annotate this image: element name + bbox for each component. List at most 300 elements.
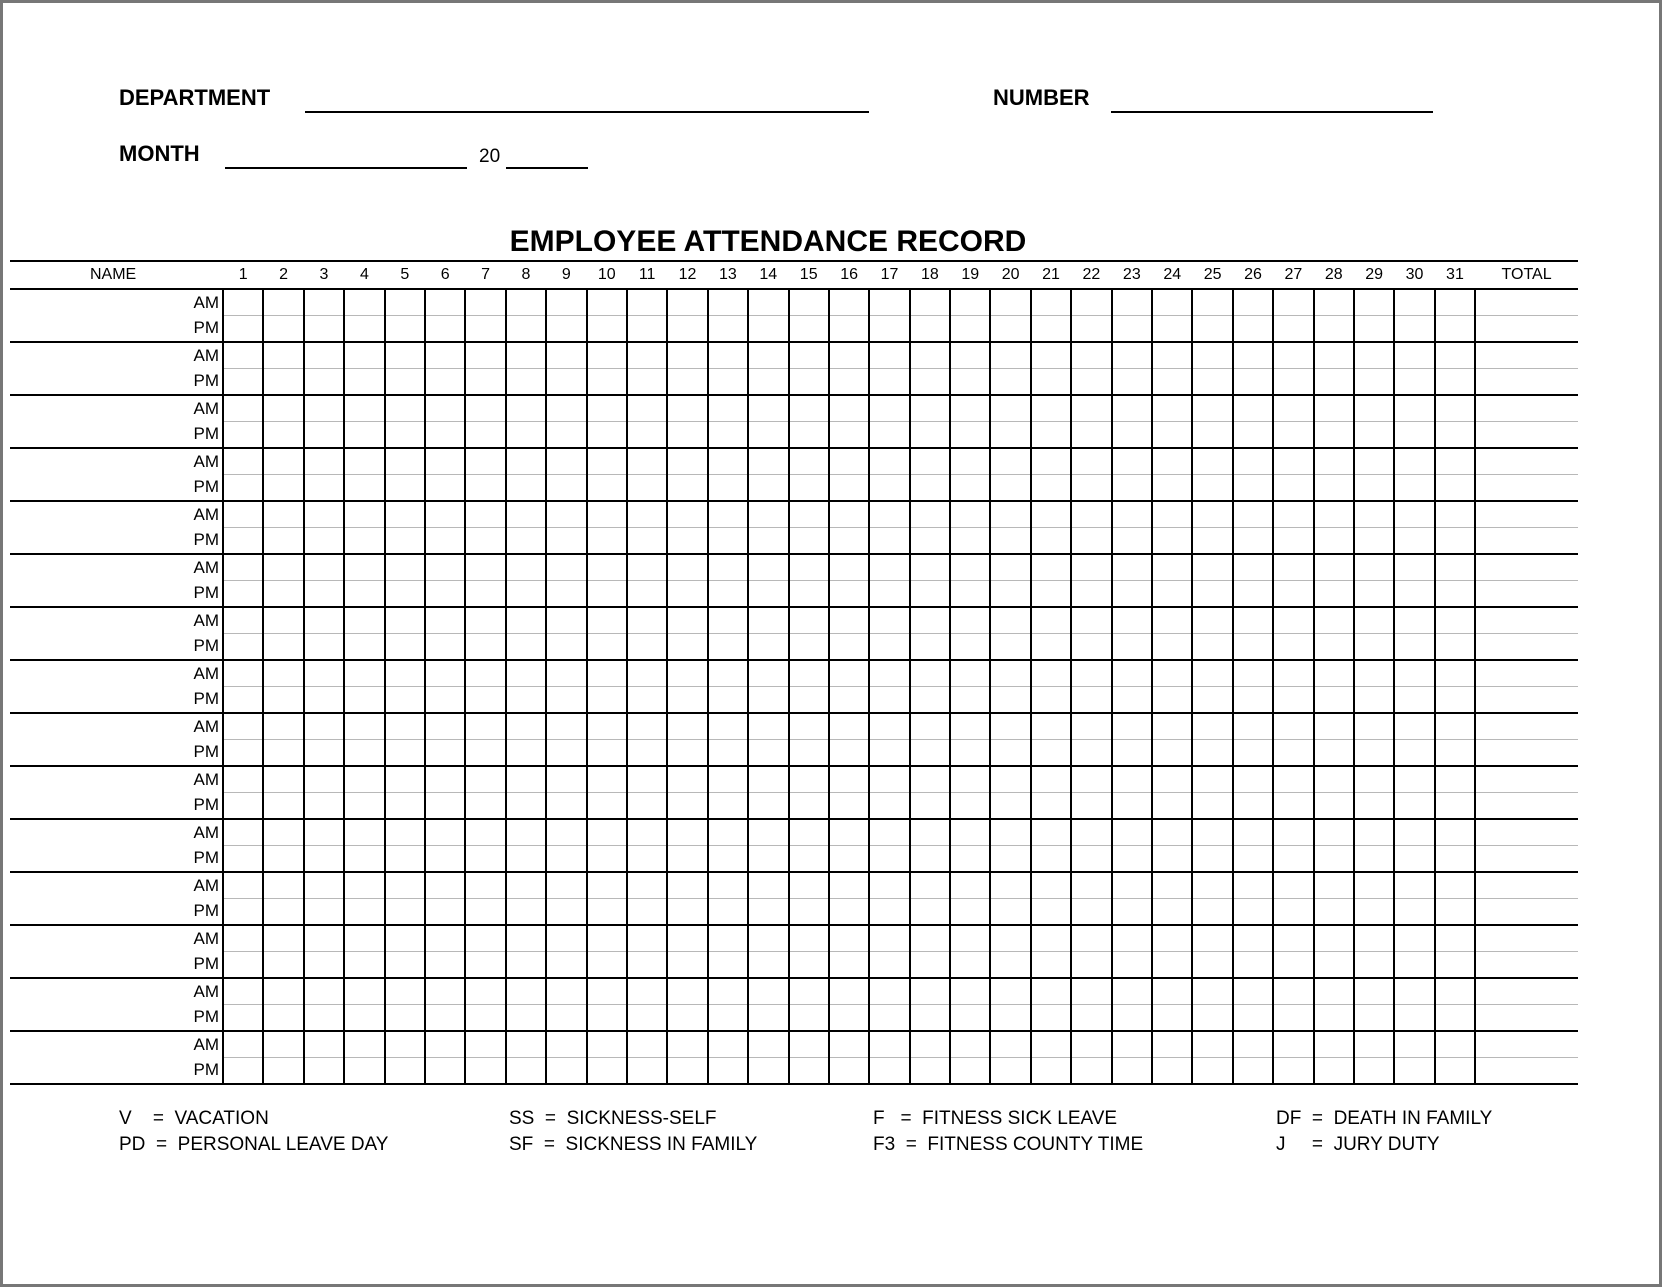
day-cell[interactable]: [1354, 1058, 1394, 1085]
day-cell[interactable]: [223, 316, 263, 343]
day-cell[interactable]: [263, 448, 303, 475]
day-cell[interactable]: [829, 448, 869, 475]
day-cell[interactable]: [708, 687, 748, 714]
day-cell[interactable]: [950, 528, 990, 555]
day-cell[interactable]: [990, 422, 1030, 449]
day-cell[interactable]: [385, 316, 425, 343]
day-cell[interactable]: [829, 1058, 869, 1085]
day-cell[interactable]: [1233, 1031, 1273, 1058]
day-cell[interactable]: [789, 528, 829, 555]
day-cell[interactable]: [990, 1005, 1030, 1032]
day-cell[interactable]: [1233, 846, 1273, 873]
day-cell[interactable]: [1192, 740, 1232, 767]
day-cell[interactable]: [1354, 925, 1394, 952]
day-cell[interactable]: [1192, 395, 1232, 422]
day-cell[interactable]: [1435, 448, 1475, 475]
day-cell[interactable]: [587, 581, 627, 608]
day-cell[interactable]: [546, 316, 586, 343]
day-cell[interactable]: [950, 740, 990, 767]
day-cell[interactable]: [1354, 793, 1394, 820]
day-cell[interactable]: [1071, 978, 1111, 1005]
day-cell[interactable]: [990, 395, 1030, 422]
day-cell[interactable]: [1354, 819, 1394, 846]
day-cell[interactable]: [1152, 1005, 1192, 1032]
day-cell[interactable]: [990, 581, 1030, 608]
day-cell[interactable]: [385, 793, 425, 820]
day-cell[interactable]: [1192, 475, 1232, 502]
day-cell[interactable]: [1394, 581, 1434, 608]
day-cell[interactable]: [1031, 475, 1071, 502]
day-cell[interactable]: [587, 501, 627, 528]
day-cell[interactable]: [1233, 819, 1273, 846]
day-cell[interactable]: [465, 554, 505, 581]
day-cell[interactable]: [465, 872, 505, 899]
day-cell[interactable]: [869, 1031, 909, 1058]
day-cell[interactable]: [829, 925, 869, 952]
day-cell[interactable]: [667, 819, 707, 846]
day-cell[interactable]: [708, 1058, 748, 1085]
day-cell[interactable]: [587, 316, 627, 343]
day-cell[interactable]: [546, 899, 586, 926]
day-cell[interactable]: [1152, 581, 1192, 608]
day-cell[interactable]: [1152, 899, 1192, 926]
day-cell[interactable]: [304, 846, 344, 873]
day-cell[interactable]: [465, 925, 505, 952]
day-cell[interactable]: [789, 899, 829, 926]
day-cell[interactable]: [708, 634, 748, 661]
day-cell[interactable]: [667, 395, 707, 422]
day-cell[interactable]: [1031, 952, 1071, 979]
day-cell[interactable]: [789, 342, 829, 369]
day-cell[interactable]: [465, 448, 505, 475]
day-cell[interactable]: [546, 634, 586, 661]
day-cell[interactable]: [1112, 395, 1152, 422]
day-cell[interactable]: [1354, 1031, 1394, 1058]
day-cell[interactable]: [304, 1058, 344, 1085]
day-cell[interactable]: [344, 554, 384, 581]
day-cell[interactable]: [748, 660, 788, 687]
day-cell[interactable]: [789, 740, 829, 767]
day-cell[interactable]: [385, 872, 425, 899]
day-cell[interactable]: [627, 289, 667, 316]
day-cell[interactable]: [1112, 1031, 1152, 1058]
day-cell[interactable]: [708, 766, 748, 793]
day-cell[interactable]: [1354, 475, 1394, 502]
day-cell[interactable]: [910, 899, 950, 926]
day-cell[interactable]: [304, 899, 344, 926]
day-cell[interactable]: [1071, 899, 1111, 926]
day-cell[interactable]: [667, 448, 707, 475]
day-cell[interactable]: [869, 369, 909, 396]
day-cell[interactable]: [789, 422, 829, 449]
day-cell[interactable]: [829, 634, 869, 661]
day-cell[interactable]: [1314, 846, 1354, 873]
day-cell[interactable]: [1031, 422, 1071, 449]
day-cell[interactable]: [385, 660, 425, 687]
day-cell[interactable]: [1273, 554, 1313, 581]
day-cell[interactable]: [1273, 1031, 1313, 1058]
day-cell[interactable]: [950, 607, 990, 634]
day-cell[interactable]: [1354, 395, 1394, 422]
day-cell[interactable]: [223, 554, 263, 581]
day-cell[interactable]: [950, 660, 990, 687]
day-cell[interactable]: [1192, 793, 1232, 820]
day-cell[interactable]: [1314, 925, 1354, 952]
day-cell[interactable]: [506, 899, 546, 926]
day-cell[interactable]: [748, 528, 788, 555]
day-cell[interactable]: [465, 395, 505, 422]
day-cell[interactable]: [829, 554, 869, 581]
day-cell[interactable]: [465, 634, 505, 661]
day-cell[interactable]: [708, 289, 748, 316]
day-cell[interactable]: [506, 846, 546, 873]
day-cell[interactable]: [1112, 713, 1152, 740]
day-cell[interactable]: [708, 528, 748, 555]
day-cell[interactable]: [304, 1005, 344, 1032]
day-cell[interactable]: [1233, 316, 1273, 343]
day-cell[interactable]: [910, 952, 950, 979]
total-cell[interactable]: [1475, 475, 1578, 502]
day-cell[interactable]: [1192, 634, 1232, 661]
day-cell[interactable]: [1354, 846, 1394, 873]
day-cell[interactable]: [263, 819, 303, 846]
day-cell[interactable]: [1152, 819, 1192, 846]
day-cell[interactable]: [1031, 528, 1071, 555]
day-cell[interactable]: [950, 846, 990, 873]
day-cell[interactable]: [1112, 422, 1152, 449]
day-cell[interactable]: [385, 422, 425, 449]
day-cell[interactable]: [1233, 634, 1273, 661]
day-cell[interactable]: [425, 342, 465, 369]
day-cell[interactable]: [829, 422, 869, 449]
day-cell[interactable]: [1071, 793, 1111, 820]
day-cell[interactable]: [1192, 448, 1232, 475]
day-cell[interactable]: [910, 687, 950, 714]
day-cell[interactable]: [1273, 501, 1313, 528]
day-cell[interactable]: [1192, 607, 1232, 634]
day-cell[interactable]: [950, 289, 990, 316]
day-cell[interactable]: [546, 448, 586, 475]
day-cell[interactable]: [1435, 978, 1475, 1005]
day-cell[interactable]: [546, 581, 586, 608]
day-cell[interactable]: [506, 554, 546, 581]
day-cell[interactable]: [1354, 660, 1394, 687]
day-cell[interactable]: [829, 660, 869, 687]
day-cell[interactable]: [708, 342, 748, 369]
day-cell[interactable]: [627, 713, 667, 740]
day-cell[interactable]: [667, 607, 707, 634]
day-cell[interactable]: [304, 422, 344, 449]
day-cell[interactable]: [1354, 740, 1394, 767]
day-cell[interactable]: [465, 316, 505, 343]
day-cell[interactable]: [1273, 978, 1313, 1005]
day-cell[interactable]: [465, 607, 505, 634]
day-cell[interactable]: [1152, 846, 1192, 873]
day-cell[interactable]: [385, 448, 425, 475]
day-cell[interactable]: [344, 793, 384, 820]
day-cell[interactable]: [344, 448, 384, 475]
day-cell[interactable]: [1071, 289, 1111, 316]
day-cell[interactable]: [546, 740, 586, 767]
day-cell[interactable]: [869, 713, 909, 740]
day-cell[interactable]: [425, 395, 465, 422]
day-cell[interactable]: [910, 925, 950, 952]
day-cell[interactable]: [708, 713, 748, 740]
day-cell[interactable]: [344, 528, 384, 555]
day-cell[interactable]: [1273, 475, 1313, 502]
day-cell[interactable]: [425, 475, 465, 502]
day-cell[interactable]: [910, 316, 950, 343]
day-cell[interactable]: [1435, 289, 1475, 316]
day-cell[interactable]: [1314, 793, 1354, 820]
day-cell[interactable]: [950, 1031, 990, 1058]
day-cell[interactable]: [1233, 581, 1273, 608]
day-cell[interactable]: [1435, 395, 1475, 422]
day-cell[interactable]: [425, 448, 465, 475]
day-cell[interactable]: [1071, 846, 1111, 873]
day-cell[interactable]: [869, 925, 909, 952]
day-cell[interactable]: [1314, 475, 1354, 502]
day-cell[interactable]: [869, 634, 909, 661]
day-cell[interactable]: [950, 978, 990, 1005]
day-cell[interactable]: [1031, 1005, 1071, 1032]
day-cell[interactable]: [1273, 793, 1313, 820]
day-cell[interactable]: [304, 766, 344, 793]
day-cell[interactable]: [789, 872, 829, 899]
day-cell[interactable]: [708, 740, 748, 767]
day-cell[interactable]: [223, 766, 263, 793]
day-cell[interactable]: [1152, 501, 1192, 528]
day-cell[interactable]: [627, 793, 667, 820]
day-cell[interactable]: [1233, 713, 1273, 740]
day-cell[interactable]: [1394, 528, 1434, 555]
day-cell[interactable]: [1071, 872, 1111, 899]
day-cell[interactable]: [829, 581, 869, 608]
day-cell[interactable]: [385, 846, 425, 873]
day-cell[interactable]: [546, 687, 586, 714]
day-cell[interactable]: [990, 501, 1030, 528]
day-cell[interactable]: [1273, 634, 1313, 661]
day-cell[interactable]: [1273, 607, 1313, 634]
day-cell[interactable]: [344, 766, 384, 793]
day-cell[interactable]: [789, 1031, 829, 1058]
day-cell[interactable]: [789, 687, 829, 714]
day-cell[interactable]: [344, 475, 384, 502]
day-cell[interactable]: [627, 475, 667, 502]
day-cell[interactable]: [1071, 952, 1111, 979]
department-field[interactable]: [305, 111, 869, 113]
day-cell[interactable]: [263, 289, 303, 316]
day-cell[interactable]: [627, 554, 667, 581]
day-cell[interactable]: [1192, 422, 1232, 449]
day-cell[interactable]: [1152, 422, 1192, 449]
day-cell[interactable]: [1354, 978, 1394, 1005]
day-cell[interactable]: [425, 554, 465, 581]
day-cell[interactable]: [1152, 952, 1192, 979]
day-cell[interactable]: [1394, 607, 1434, 634]
day-cell[interactable]: [789, 1005, 829, 1032]
day-cell[interactable]: [1314, 501, 1354, 528]
day-cell[interactable]: [304, 395, 344, 422]
day-cell[interactable]: [465, 1031, 505, 1058]
day-cell[interactable]: [789, 766, 829, 793]
day-cell[interactable]: [1192, 581, 1232, 608]
day-cell[interactable]: [1435, 766, 1475, 793]
day-cell[interactable]: [546, 978, 586, 1005]
day-cell[interactable]: [1435, 422, 1475, 449]
day-cell[interactable]: [1192, 766, 1232, 793]
day-cell[interactable]: [1031, 342, 1071, 369]
day-cell[interactable]: [990, 872, 1030, 899]
day-cell[interactable]: [1152, 1031, 1192, 1058]
day-cell[interactable]: [1273, 872, 1313, 899]
day-cell[interactable]: [1314, 342, 1354, 369]
day-cell[interactable]: [748, 369, 788, 396]
day-cell[interactable]: [748, 819, 788, 846]
day-cell[interactable]: [263, 607, 303, 634]
day-cell[interactable]: [990, 316, 1030, 343]
day-cell[interactable]: [1273, 395, 1313, 422]
total-cell[interactable]: [1475, 872, 1578, 899]
day-cell[interactable]: [344, 501, 384, 528]
day-cell[interactable]: [910, 740, 950, 767]
day-cell[interactable]: [1394, 422, 1434, 449]
total-cell[interactable]: [1475, 422, 1578, 449]
day-cell[interactable]: [465, 1058, 505, 1085]
day-cell[interactable]: [587, 846, 627, 873]
day-cell[interactable]: [1435, 819, 1475, 846]
day-cell[interactable]: [1071, 501, 1111, 528]
day-cell[interactable]: [587, 978, 627, 1005]
day-cell[interactable]: [910, 289, 950, 316]
day-cell[interactable]: [1273, 899, 1313, 926]
day-cell[interactable]: [910, 554, 950, 581]
day-cell[interactable]: [1394, 713, 1434, 740]
day-cell[interactable]: [950, 369, 990, 396]
day-cell[interactable]: [223, 528, 263, 555]
day-cell[interactable]: [627, 925, 667, 952]
day-cell[interactable]: [748, 395, 788, 422]
day-cell[interactable]: [223, 1005, 263, 1032]
day-cell[interactable]: [667, 369, 707, 396]
day-cell[interactable]: [990, 687, 1030, 714]
day-cell[interactable]: [223, 342, 263, 369]
day-cell[interactable]: [1192, 952, 1232, 979]
day-cell[interactable]: [1394, 448, 1434, 475]
day-cell[interactable]: [708, 1031, 748, 1058]
day-cell[interactable]: [1112, 289, 1152, 316]
total-cell[interactable]: [1475, 899, 1578, 926]
day-cell[interactable]: [708, 872, 748, 899]
day-cell[interactable]: [546, 819, 586, 846]
day-cell[interactable]: [1152, 925, 1192, 952]
day-cell[interactable]: [587, 342, 627, 369]
day-cell[interactable]: [425, 1031, 465, 1058]
day-cell[interactable]: [1192, 342, 1232, 369]
day-cell[interactable]: [425, 925, 465, 952]
day-cell[interactable]: [1314, 660, 1354, 687]
day-cell[interactable]: [789, 925, 829, 952]
day-cell[interactable]: [789, 978, 829, 1005]
day-cell[interactable]: [667, 1005, 707, 1032]
day-cell[interactable]: [1394, 501, 1434, 528]
day-cell[interactable]: [1394, 952, 1434, 979]
day-cell[interactable]: [667, 554, 707, 581]
day-cell[interactable]: [223, 713, 263, 740]
day-cell[interactable]: [304, 342, 344, 369]
day-cell[interactable]: [1394, 1058, 1434, 1085]
day-cell[interactable]: [1152, 448, 1192, 475]
total-cell[interactable]: [1475, 316, 1578, 343]
day-cell[interactable]: [223, 607, 263, 634]
day-cell[interactable]: [1273, 369, 1313, 396]
day-cell[interactable]: [789, 369, 829, 396]
day-cell[interactable]: [546, 289, 586, 316]
day-cell[interactable]: [667, 1031, 707, 1058]
day-cell[interactable]: [344, 581, 384, 608]
day-cell[interactable]: [1394, 766, 1434, 793]
day-cell[interactable]: [910, 607, 950, 634]
day-cell[interactable]: [465, 501, 505, 528]
day-cell[interactable]: [748, 554, 788, 581]
day-cell[interactable]: [263, 952, 303, 979]
day-cell[interactable]: [1273, 581, 1313, 608]
day-cell[interactable]: [950, 819, 990, 846]
day-cell[interactable]: [708, 899, 748, 926]
day-cell[interactable]: [990, 952, 1030, 979]
day-cell[interactable]: [587, 660, 627, 687]
day-cell[interactable]: [1031, 607, 1071, 634]
day-cell[interactable]: [1314, 634, 1354, 661]
day-cell[interactable]: [910, 528, 950, 555]
day-cell[interactable]: [1435, 899, 1475, 926]
day-cell[interactable]: [1233, 766, 1273, 793]
day-cell[interactable]: [304, 793, 344, 820]
day-cell[interactable]: [1071, 607, 1111, 634]
day-cell[interactable]: [1192, 1058, 1232, 1085]
day-cell[interactable]: [425, 634, 465, 661]
day-cell[interactable]: [546, 952, 586, 979]
day-cell[interactable]: [1233, 528, 1273, 555]
day-cell[interactable]: [950, 1058, 990, 1085]
day-cell[interactable]: [990, 554, 1030, 581]
day-cell[interactable]: [1394, 687, 1434, 714]
day-cell[interactable]: [950, 448, 990, 475]
day-cell[interactable]: [223, 687, 263, 714]
day-cell[interactable]: [990, 369, 1030, 396]
day-cell[interactable]: [829, 978, 869, 1005]
day-cell[interactable]: [344, 952, 384, 979]
day-cell[interactable]: [1031, 581, 1071, 608]
day-cell[interactable]: [789, 316, 829, 343]
day-cell[interactable]: [263, 846, 303, 873]
day-cell[interactable]: [425, 846, 465, 873]
day-cell[interactable]: [1031, 448, 1071, 475]
day-cell[interactable]: [1031, 1031, 1071, 1058]
day-cell[interactable]: [1435, 1005, 1475, 1032]
total-cell[interactable]: [1475, 793, 1578, 820]
day-cell[interactable]: [263, 740, 303, 767]
day-cell[interactable]: [1314, 872, 1354, 899]
day-cell[interactable]: [667, 1058, 707, 1085]
day-cell[interactable]: [990, 740, 1030, 767]
day-cell[interactable]: [1354, 766, 1394, 793]
day-cell[interactable]: [465, 369, 505, 396]
day-cell[interactable]: [667, 687, 707, 714]
day-cell[interactable]: [869, 448, 909, 475]
day-cell[interactable]: [587, 1005, 627, 1032]
day-cell[interactable]: [667, 952, 707, 979]
